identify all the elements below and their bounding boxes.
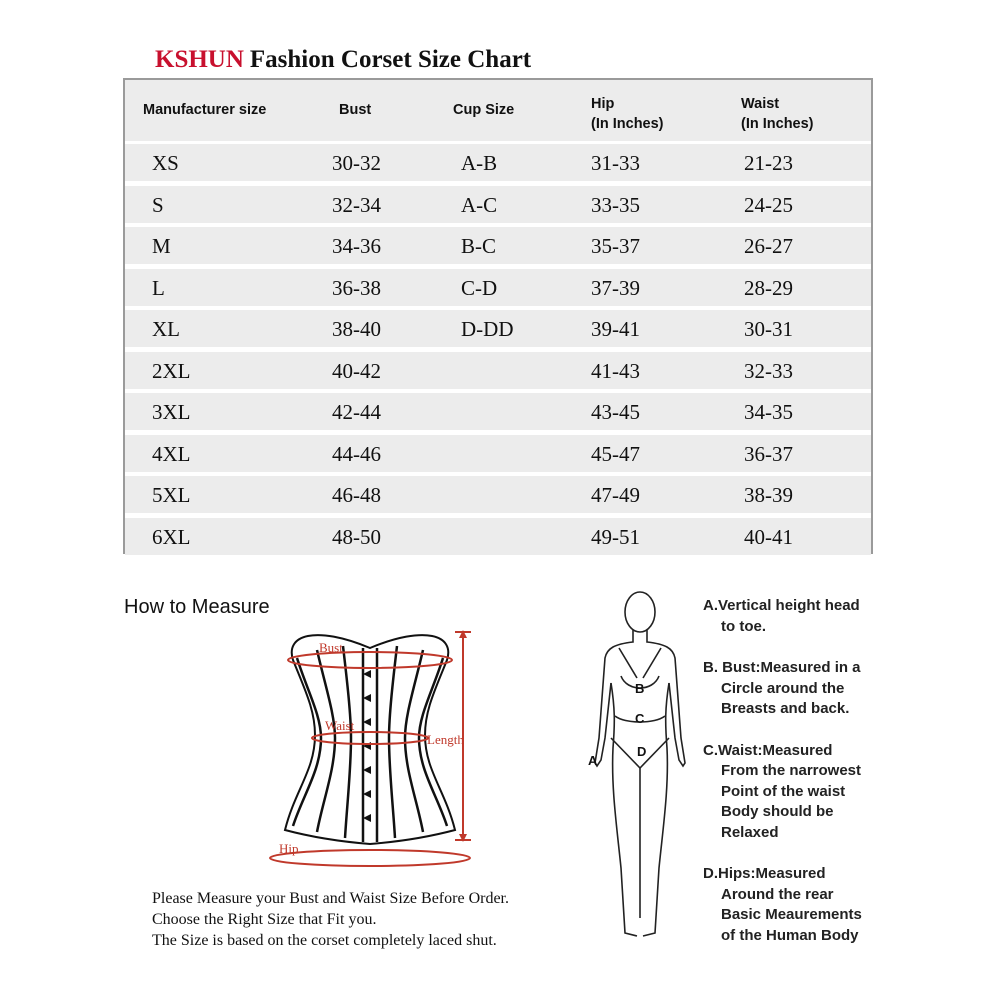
table-row [125, 352, 871, 389]
cell-hip: 47-49 [591, 483, 640, 507]
cell-hip: 33-35 [591, 192, 640, 217]
table-row [125, 310, 871, 347]
definition-a: A.Vertical height head to toe. [703, 597, 860, 635]
cell-hip: 35-37 [591, 234, 640, 258]
waist-label: Waist [325, 718, 355, 733]
corset-diagram [255, 620, 485, 875]
table-row [125, 518, 871, 555]
cell-bust: 44-46 [332, 441, 381, 466]
cell-size: 6XL [152, 524, 191, 549]
table-header [125, 80, 871, 141]
cell-size: L [152, 275, 165, 300]
cell-size: 5XL [152, 483, 191, 507]
table-row [125, 144, 871, 181]
cell-bust: 42-44 [332, 400, 381, 424]
cell-size: 3XL [152, 400, 191, 424]
brand-name: KSHUN [155, 46, 244, 73]
size-table [123, 78, 873, 554]
cell-cup-size: D-DD [461, 317, 514, 341]
cell-hip: 39-41 [591, 317, 640, 341]
cell-cup-size: A-C [461, 192, 498, 217]
title-text: Fashion Corset Size Chart [249, 46, 532, 73]
cell-waist: 32-33 [744, 358, 793, 383]
figure-label-d: D [637, 744, 647, 759]
cell-bust: 46-48 [332, 483, 381, 507]
table-row [125, 435, 871, 472]
header-hip: Hip (In Inches) [591, 96, 664, 132]
measurement-definitions [703, 596, 903, 967]
figure-left-arm [595, 630, 633, 766]
hip-measure-line [270, 850, 470, 866]
cell-size: 4XL [152, 441, 191, 466]
cell-waist: 28-29 [744, 275, 793, 300]
figure-label-a: A [588, 753, 598, 768]
header-bust: Bust [339, 102, 372, 118]
definition-b: B. Bust:Measured in a Circle around the Breasts and back. [703, 659, 861, 717]
cell-bust: 30-32 [332, 151, 381, 175]
cell-size: XS [152, 151, 179, 175]
cell-waist: 24-25 [744, 192, 793, 217]
header-cup-size: Cup Size [453, 102, 515, 118]
cell-size: 2XL [152, 358, 191, 383]
cell-waist: 26-27 [744, 234, 793, 258]
figure-head [625, 592, 655, 632]
measure-instructions [152, 888, 509, 951]
human-figure-diagram [585, 588, 695, 958]
cell-waist: 21-23 [744, 151, 793, 175]
header-manufacturer-size: Manufacturer size [143, 102, 267, 118]
table-row [125, 393, 871, 430]
cell-bust: 36-38 [332, 275, 381, 300]
cell-hip: 49-51 [591, 524, 640, 549]
cell-hip: 41-43 [591, 358, 640, 383]
cell-cup-size: C-D [461, 275, 498, 300]
cell-waist: 38-39 [744, 483, 793, 507]
cell-waist: 30-31 [744, 317, 793, 341]
cell-hip: 45-47 [591, 441, 640, 466]
cell-size: M [152, 234, 171, 258]
how-to-measure-heading: How to Measure [124, 596, 270, 618]
cell-size: XL [152, 317, 180, 341]
cell-bust: 40-42 [332, 358, 381, 383]
figure-label-b: B [635, 681, 645, 696]
table-row [125, 269, 871, 306]
cell-hip: 31-33 [591, 151, 640, 175]
instruction-line: Choose the Right Size that Fit you. [152, 911, 377, 928]
cell-bust: 48-50 [332, 524, 381, 549]
length-label: Length [427, 732, 464, 747]
header-waist: Waist (In Inches) [741, 96, 814, 132]
cell-hip: 37-39 [591, 275, 640, 300]
cell-waist: 36-37 [744, 441, 793, 466]
cell-bust: 32-34 [332, 192, 381, 217]
cell-size: S [152, 192, 164, 217]
cell-cup-size: A-B [461, 151, 498, 175]
cell-waist: 34-35 [744, 400, 793, 424]
cell-hip: 43-45 [591, 400, 640, 424]
cell-bust: 38-40 [332, 317, 381, 341]
cell-waist: 40-41 [744, 524, 793, 549]
table-row [125, 476, 871, 513]
bust-label: Bust [319, 640, 343, 655]
figure-right-arm [647, 630, 685, 766]
instruction-line: Please Measure your Bust and Waist Size Before Order. [152, 890, 509, 907]
table-row [125, 186, 871, 223]
hip-label: Hip [279, 841, 299, 856]
table-row [125, 227, 871, 264]
figure-label-c: C [635, 711, 645, 726]
cell-cup-size: B-C [461, 234, 497, 258]
figure-bra-straps [619, 648, 661, 678]
definition-c: C.Waist:Measured From the narrowest Point of the waist Body should be Relaxed [703, 741, 862, 841]
cell-bust: 34-36 [332, 234, 381, 258]
definition-d: D.Hips:Measured Around the rear Basic Meaurements of the Human Body [703, 865, 862, 944]
instruction-line: The Size is based on the corset completely laced shut. [152, 932, 497, 949]
chart-title [155, 46, 531, 74]
